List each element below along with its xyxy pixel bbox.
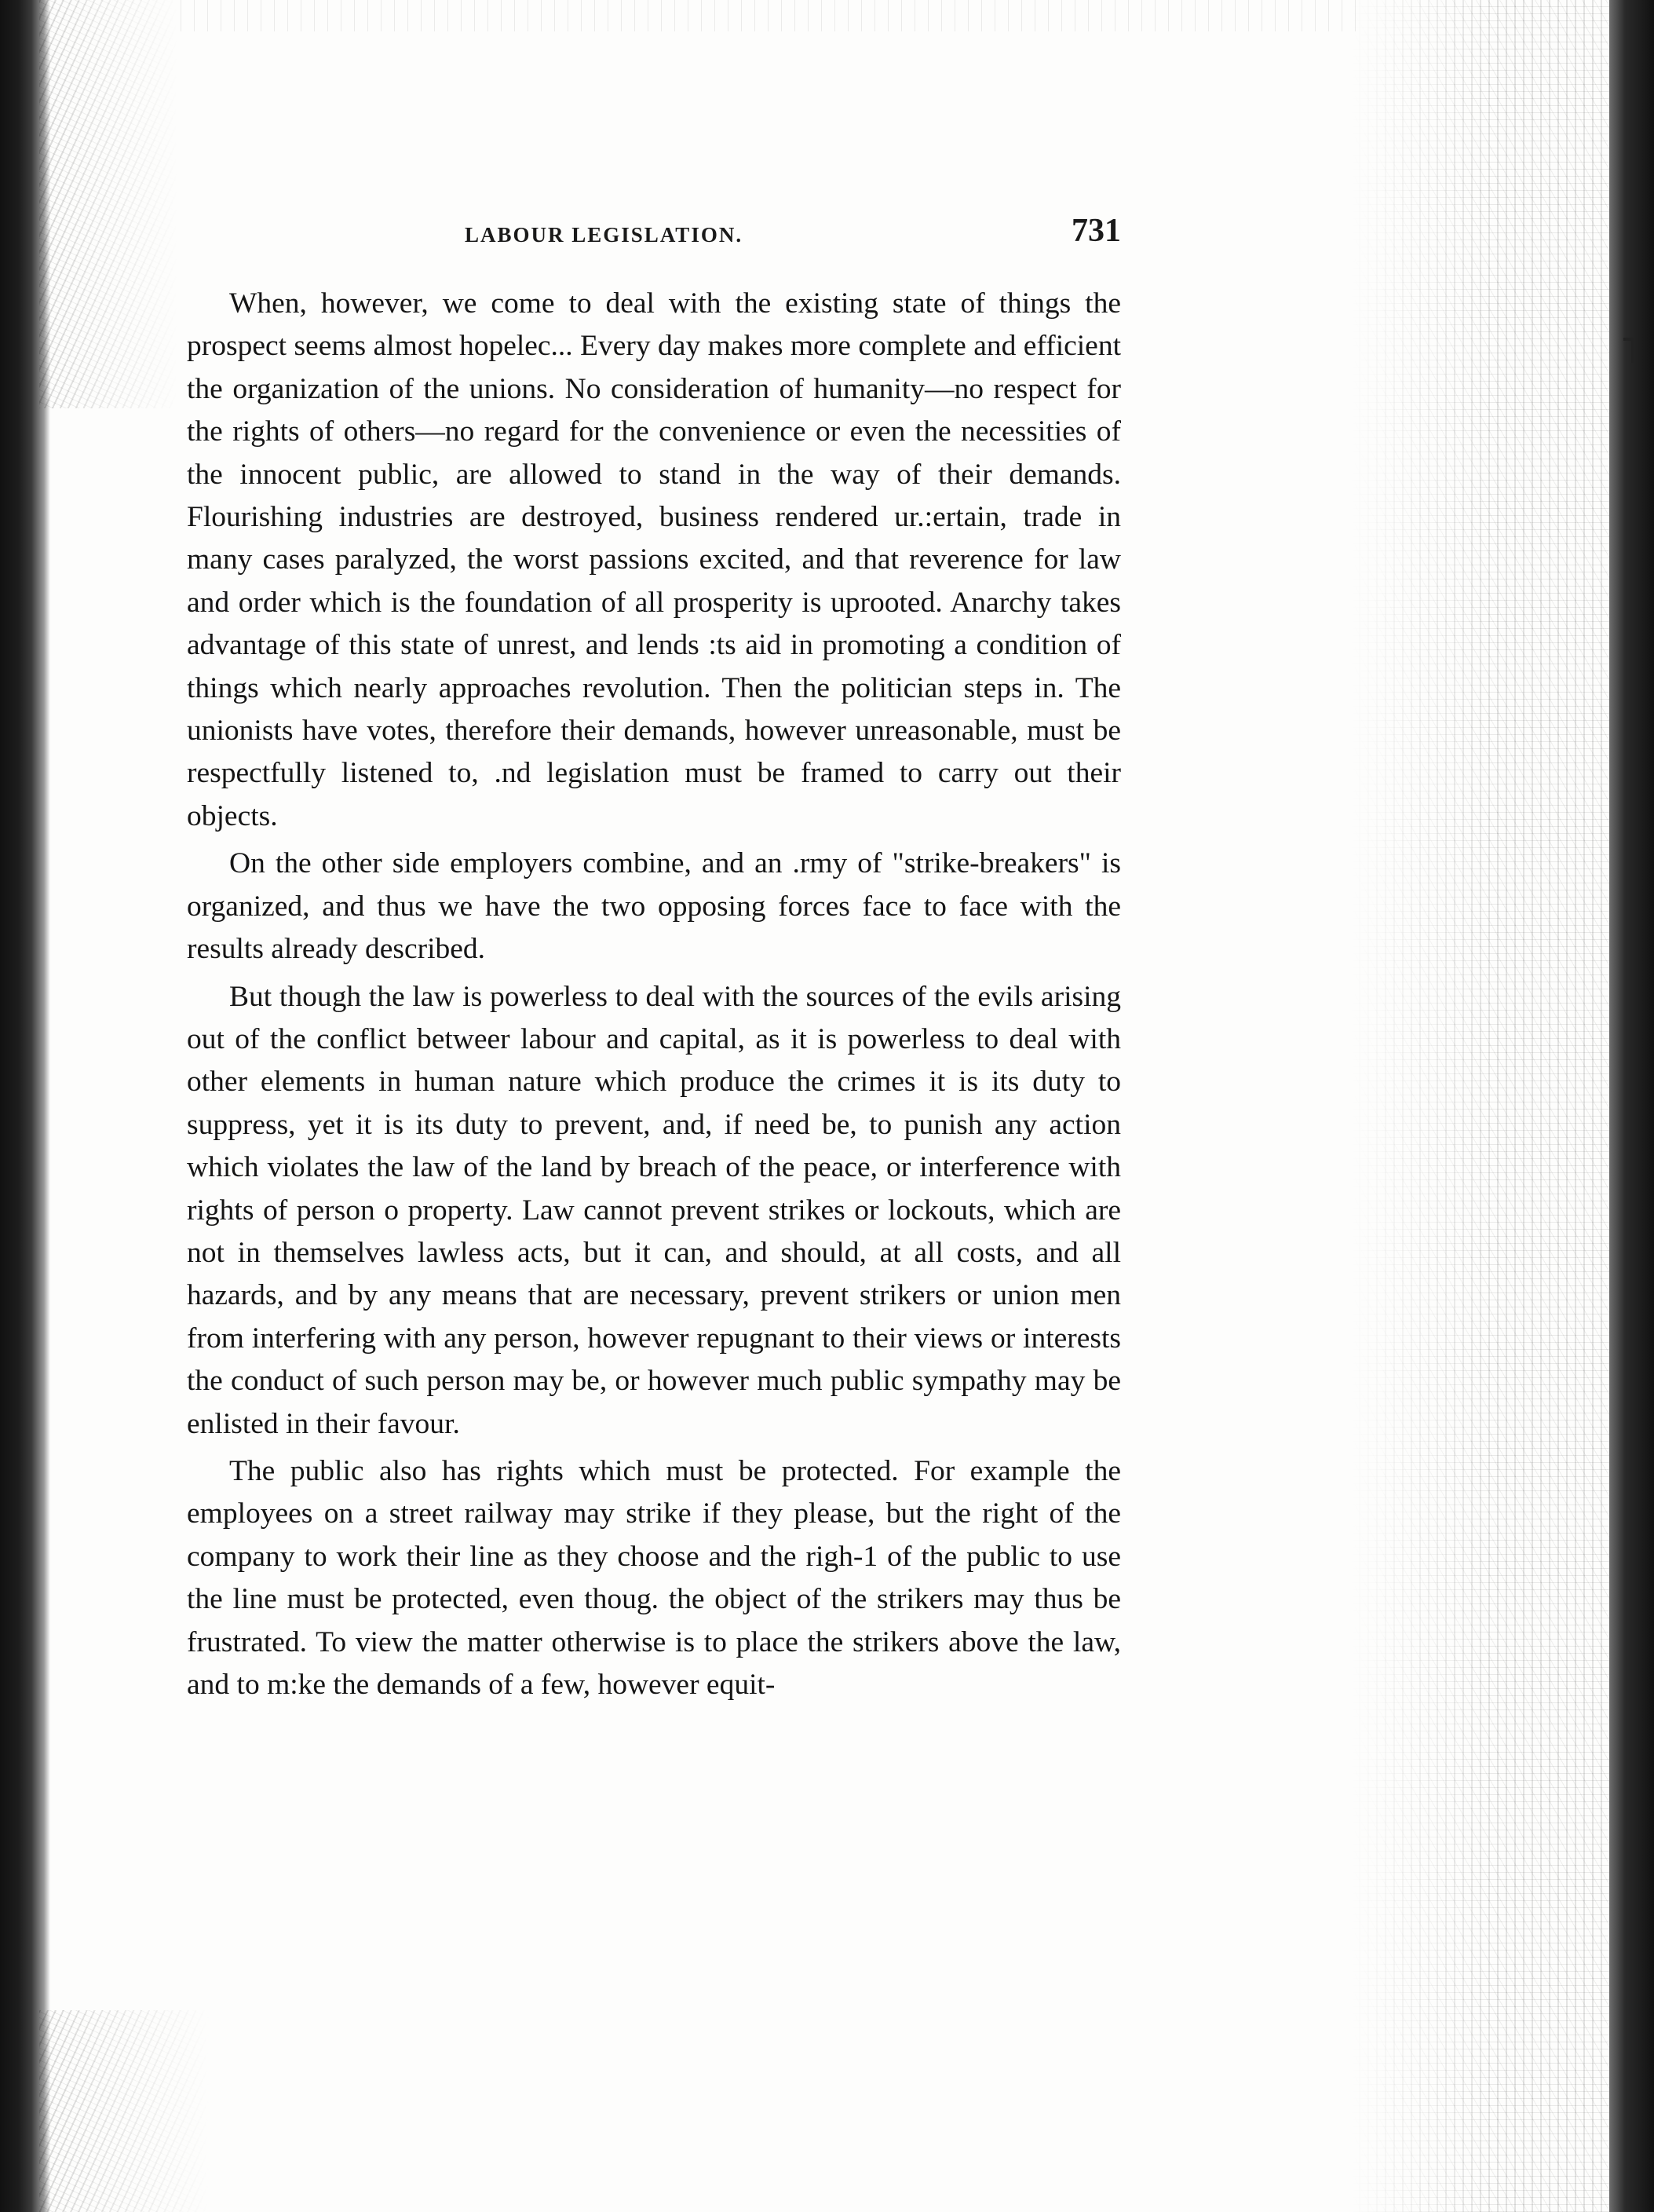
left-scan-noise-bottom xyxy=(39,2010,212,2212)
paragraph-4: The public also has rights which must be protected. For example the employees on a street railway may strike if they please, but the right of the company to work their line as they choose and the righ-1 of the public to use the line must be protected, even thoug. the object of the strikers may thus be frustrated. To view the matter otherwise is to place the strikers above the law, and to m:ke the demands of a few, however equit- xyxy=(187,1454,1121,1701)
top-scan-noise xyxy=(181,0,1358,31)
margin-bracket-mark xyxy=(1623,338,1634,363)
left-scan-noise-top xyxy=(39,0,181,408)
body-text xyxy=(187,283,1121,1706)
page-number: 731 xyxy=(1072,213,1121,249)
paragraph-3: But though the law is powerless to deal with the sources of the evils arising out of the conflict betweer labour and capital, as it is powerless to deal with other elements in human nature which produce the crimes it is its duty to suppress, yet it is its duty to prevent, and, if need be, to punish any action which violates the law of the land by breach of the peace, or interference with rights of person o property. Law cannot prevent strikes or lockouts, which are not in themselves lawless acts, but it can, and should, at all costs, and all hazards, and by any means that are necessary, prevent strikers or union men from interfering with any person, however repugnant to their views or interests the conduct of such person may be, or however much public sympathy may be enlisted in their favour. xyxy=(187,980,1121,1440)
paragraph-2: On the other side employers combine, and an .rmy of "strike-breakers" is organized, and thus we have the two opposing forces face to face with the results already described. xyxy=(187,847,1121,966)
running-head xyxy=(182,212,1121,259)
paragraph-1: When, however, we come to deal with the existing state of things the prospect seems almost hopelec... Every day makes more complete and efficient the organization of the unions. No consideration of humanity—no respect for the rights of others—no regard for the convenience or even the necessities of the innocent public, are allowed to stand in the way of their demands. Flourishing industries are destroyed, business rendered ur.:ertain, trade in many cases paralyzed, the worst passions excited, and that reverence for law and order which is the foundation of all prosperity is uprooted. Anarchy takes advantage of this state of unrest, and lends :ts aid in promoting a condition of things which nearly approaches revolution. Then the politician steps in. The unionists have votes, therefore their demands, however unreasonable, must be respectfully listened to, .nd legislation must be framed to carry out their objects. xyxy=(187,287,1121,832)
right-scan-noise xyxy=(1350,0,1609,2212)
running-title: LABOUR LEGISLATION. xyxy=(465,223,743,247)
right-binding-shadow xyxy=(1609,0,1654,2212)
